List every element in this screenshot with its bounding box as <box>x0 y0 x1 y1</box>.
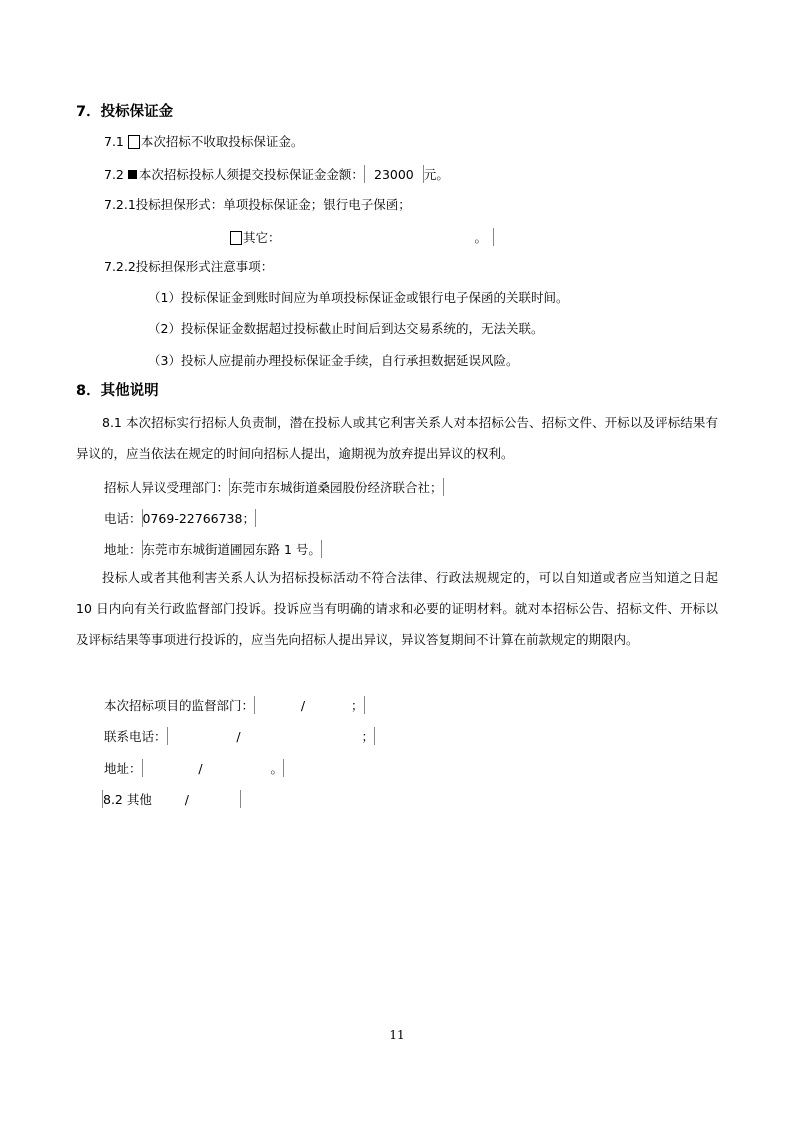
item-7-1 <box>104 134 303 150</box>
checkbox-unchecked-icon[interactable] <box>230 231 242 245</box>
other-form-row <box>230 228 494 246</box>
supervision-address-label: 地址： <box>104 761 142 776</box>
field-right-border <box>283 759 284 777</box>
item-8-2-row <box>102 790 241 808</box>
page-number: 11 <box>389 1028 405 1042</box>
item-8-2-label: 8.2 其他 <box>103 792 152 807</box>
paragraph-complaint: 投标人或者其他利害关系人认为招标投标活动不符合法律、行政法规规定的，可以自知道或者应当知道之日起 10 日内向有关行政监督部门投诉。投诉应当有明确的请求和必要的证明材料。就对本招标公告、招标文件、开标以及评标结果等事项进行投诉的，应当先向招标人提出异议，异议答复期间不计算在前款规定的期限内。 <box>76 570 718 647</box>
field-right-border <box>374 727 375 745</box>
supervision-dept-row <box>104 696 365 714</box>
supervision-address-row <box>104 759 284 777</box>
other-form-end: 。 <box>474 230 488 245</box>
field-right-border <box>321 540 322 558</box>
supervision-dept-value: / <box>300 698 306 713</box>
supervision-tel-label: 联系电话： <box>104 729 167 744</box>
field-right-border <box>493 228 494 246</box>
checkbox-checked-icon[interactable] <box>128 170 137 179</box>
supervision-tel-value: / <box>236 729 241 744</box>
deposit-amount: 23000 <box>374 167 414 182</box>
supervision-address-end: 。 <box>270 761 284 776</box>
item-7-2-1: 7.2.1投标担保形式：单项投标保证金；银行电子保函； <box>104 197 411 212</box>
paragraph-8-1: 8.1 本次招标实行招标人负责制，潜在投标人或其它利害关系人对本招标公告、招标文件、开标以及评标结果有异议的，应当依法在规定的时间向招标人提出，逾期视为放弃提出异议的权利。 <box>76 415 718 461</box>
objection-address-value: 东莞市东城街道圃园东路 1 号。 <box>142 542 321 557</box>
field-right-border <box>443 478 444 496</box>
field-right-border <box>240 790 241 808</box>
item-7-1-number: 7.1 <box>104 134 124 149</box>
supervision-dept-end: ； <box>351 698 364 713</box>
field-right-border <box>364 696 365 714</box>
item-7-2-number: 7.2 <box>104 167 124 182</box>
supervision-tel-end: ； <box>361 729 375 744</box>
supervision-dept-label: 本次招标项目的监督部门： <box>104 698 255 713</box>
item-7-2-2: 7.2.2投标担保形式注意事项： <box>104 259 274 274</box>
objection-dept-label: 招标人异议受理部门： <box>104 480 230 495</box>
note-2: （2）投标保证金数据超过投标截止时间后到达交易系统的，无法关联。 <box>148 321 544 336</box>
objection-tel-value: 0769-22766738； <box>142 511 255 526</box>
objection-tel-label: 电话： <box>104 511 142 526</box>
objection-address-row <box>104 540 322 558</box>
item-7-2 <box>104 165 449 183</box>
deposit-unit: 元。 <box>423 167 449 182</box>
section-8-title: 8．其他说明 <box>76 383 159 399</box>
note-1: （1）投标保证金到账时间应为单项投标保证金或银行电子保函的关联时间。 <box>148 290 569 305</box>
objection-dept-row <box>104 478 444 496</box>
objection-tel-row <box>104 509 256 527</box>
supervision-tel-row <box>104 727 375 745</box>
item-7-1-text: 本次招标不收取投标保证金。 <box>140 134 304 149</box>
field-right-border <box>255 509 256 527</box>
note-3: （3）投标人应提前办理投标保证金手续，自行承担数据延误风险。 <box>148 353 519 368</box>
supervision-address-value: / <box>198 761 203 776</box>
objection-address-label: 地址： <box>104 542 142 557</box>
item-8-2-value: / <box>184 792 189 807</box>
section-7-title: 7．投标保证金 <box>76 104 174 120</box>
other-form-label: 其它： <box>243 230 281 245</box>
objection-dept-value: 东莞市东城街道桑园股份经济联合社； <box>230 480 443 495</box>
checkbox-unchecked-icon[interactable] <box>128 135 140 149</box>
item-7-2-text: 本次招标投标人须提交投标保证金金额： <box>138 167 364 182</box>
